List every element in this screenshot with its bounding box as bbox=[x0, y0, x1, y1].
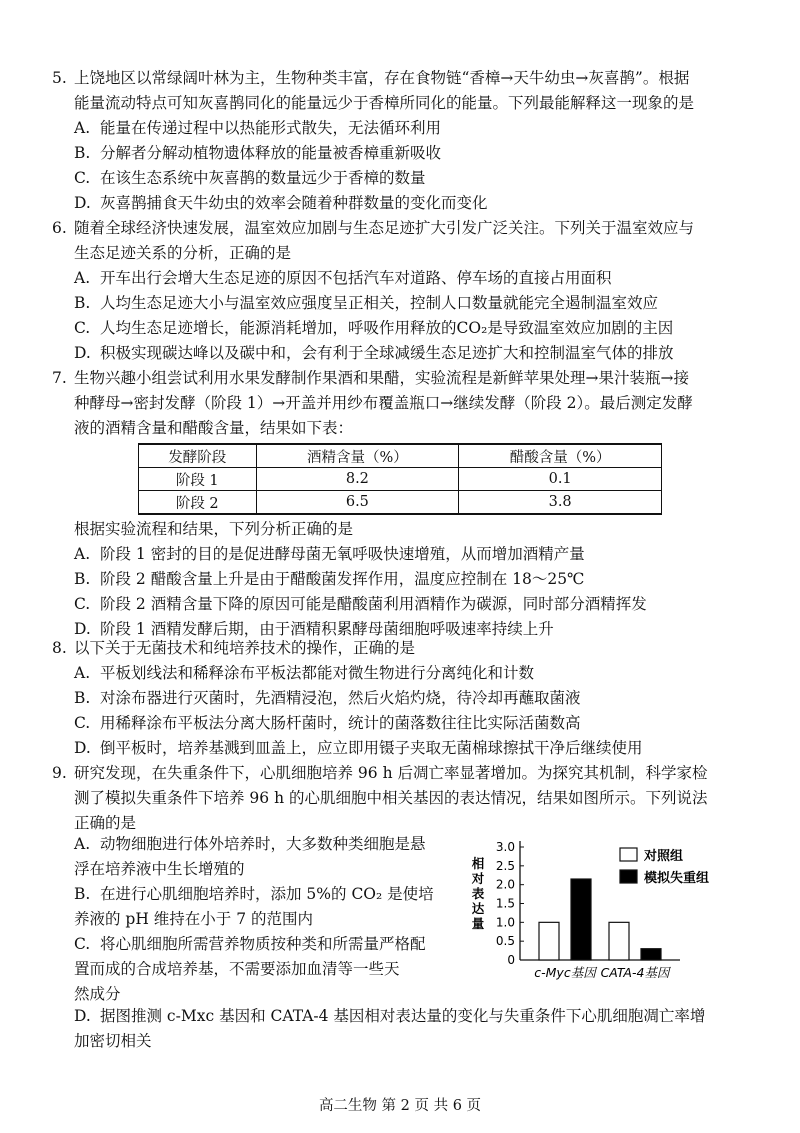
table-header: 发酵阶段 bbox=[139, 444, 257, 468]
table-cell: 6.5 bbox=[256, 491, 459, 515]
option-b: B. 人均生态足迹大小与温室效应强度呈正相关，控制人口数量就能完全遏制温室效应 bbox=[74, 294, 659, 312]
y-axis-label-char: 对 bbox=[471, 871, 485, 886]
option-a-cont: 浮在培养液中生长增殖的 bbox=[74, 860, 245, 878]
question-7-options bbox=[74, 517, 734, 642]
option-c-cont: 然成分 bbox=[74, 985, 121, 1003]
legend-swatch bbox=[620, 848, 637, 861]
question-stem-line: 液的酒精含量和醋酸含量，结果如下表： bbox=[74, 419, 354, 437]
option-c: C. 人均生态足迹增长，能源消耗增加，呼吸作用释放的CO₂是导致温室效应加剧的主因 bbox=[74, 319, 674, 337]
table-cell: 8.2 bbox=[256, 468, 459, 491]
y-tick-label: 2.0 bbox=[495, 877, 515, 892]
option-d-cont: 加密切相关 bbox=[74, 1032, 152, 1050]
option-c: C. 在该生态系统中灰喜鹊的数量远少于香樟的数量 bbox=[74, 169, 426, 187]
question-stem-line: 以下关于无菌技术和纯培养技术的操作，正确的是 bbox=[74, 639, 416, 657]
page-footer: 高二生物 第 2 页 共 6 页 bbox=[318, 1098, 482, 1114]
bar-control bbox=[539, 922, 559, 960]
table-cell: 阶段 2 bbox=[139, 491, 257, 515]
y-axis-label-char: 量 bbox=[471, 916, 485, 931]
option-a: A. 平板划线法和稀释涂布平板法都能对微生物进行分离纯化和计数 bbox=[74, 664, 535, 682]
y-tick-label: 1.5 bbox=[495, 896, 515, 911]
question-7 bbox=[52, 366, 734, 441]
legend-label: 对照组 bbox=[644, 849, 684, 864]
option-b-cont: 养液的 pH 维持在小于 7 的范围内 bbox=[74, 910, 314, 928]
fermentation-table bbox=[138, 443, 662, 515]
question-number: 6. bbox=[52, 219, 67, 237]
question-stem-line: 能量流动特点可知灰喜鹊同化的能量远少于香樟所同化的能量。下列最能解释这一现象的是 bbox=[74, 94, 695, 112]
y-tick-label: 2.5 bbox=[495, 858, 515, 873]
table-cell: 0.1 bbox=[459, 468, 662, 491]
y-axis-label-char: 达 bbox=[471, 901, 485, 916]
y-axis-label-char: 相 bbox=[471, 856, 485, 871]
question-stem-line: 生态足迹关系的分析，正确的是 bbox=[74, 244, 292, 262]
question-stem-line: 测了模拟失重条件下培养 96 h 的心肌细胞中相关基因的表达情况，结果如图所示。下列说法 bbox=[74, 789, 708, 807]
question-5 bbox=[52, 66, 734, 216]
option-c: C. 将心肌细胞所需营养物质按种类和所需量严格配 bbox=[74, 935, 426, 953]
question-number: 8. bbox=[52, 639, 67, 657]
legend-label: 模拟失重组 bbox=[644, 871, 710, 886]
question-9 bbox=[52, 761, 734, 836]
question-stem-line: 种酵母→密封发酵（阶段 1）→开盖并用纱布覆盖瓶口→继续发酵（阶段 2）。最后测定发酵 bbox=[74, 394, 693, 412]
option-a: A. 阶段 1 密封的目的是促进酵母菌无氧呼吸快速增殖，从而增加酒精产量 bbox=[74, 545, 585, 563]
table-header: 醋酸含量（%） bbox=[459, 444, 662, 468]
question-stem-line: 随着全球经济快速发展，温室效应加剧与生态足迹扩大引发广泛关注。下列关于温室效应与 bbox=[74, 219, 695, 237]
question-number: 5. bbox=[52, 69, 67, 87]
option-b: B. 阶段 2 醋酸含量上升是由于醋酸菌发挥作用，温度应控制在 18～25℃ bbox=[74, 570, 585, 588]
y-tick-label: 3.0 bbox=[495, 840, 515, 854]
table-cell: 3.8 bbox=[459, 491, 662, 515]
bar-control bbox=[609, 922, 629, 960]
option-d: D. 灰喜鹊捕食天牛幼虫的效率会随着种群数量的变化而变化 bbox=[74, 194, 488, 212]
option-c: C. 阶段 2 酒精含量下降的原因可能是醋酸菌利用酒精作为碳源，同时部分酒精挥发 bbox=[74, 595, 647, 613]
question-number: 7. bbox=[52, 369, 67, 387]
table-cell: 阶段 1 bbox=[139, 468, 257, 491]
legend-swatch bbox=[620, 870, 637, 883]
option-a: A. 开车出行会增大生态足迹的原因不包括汽车对道路、停车场的直接占用面积 bbox=[74, 269, 612, 287]
table-row bbox=[139, 491, 662, 515]
option-b: B. 在进行心肌细胞培养时，添加 5%的 CO₂ 是使培 bbox=[74, 885, 434, 903]
y-tick-label: 0.5 bbox=[495, 934, 515, 949]
y-tick-label: 0 bbox=[507, 953, 515, 967]
bar-microgravity bbox=[571, 879, 591, 960]
option-c-cont: 置而成的合成培养基，不需要添加血清等一些天 bbox=[74, 960, 400, 978]
table-header: 酒精含量（%） bbox=[256, 444, 459, 468]
option-d: D. 倒平板时，培养基溅到皿盖上，应立即用镊子夹取无菌棉球擦拭干净后继续使用 bbox=[74, 739, 643, 757]
option-b: B. 对涂布器进行灭菌时，先酒精浸泡，然后火焰灼烧，待冷却再蘸取菌液 bbox=[74, 689, 581, 707]
question-8 bbox=[52, 636, 734, 761]
y-axis-label-char: 表 bbox=[471, 886, 485, 901]
y-tick-label: 1.0 bbox=[495, 915, 515, 930]
option-d: D. 据图推测 c-Mxc 基因和 CATA-4 基因相对表达量的变化与失重条件下心肌细胞凋亡率增 bbox=[74, 1007, 706, 1025]
gene-expression-chart bbox=[468, 828, 738, 993]
table-header-row bbox=[139, 444, 662, 468]
x-tick-label: c-Myc基因 bbox=[534, 965, 596, 980]
question-stem-line: 上饶地区以常绿阔叶林为主，生物种类丰富，存在食物链“香樟→天牛幼虫→灰喜鹊”。根据 bbox=[74, 69, 690, 87]
option-d: D. 阶段 1 酒精发酵后期，由于酒精积累酵母菌细胞呼吸速率持续上升 bbox=[74, 620, 554, 638]
bar-microgravity bbox=[641, 949, 661, 960]
option-a: A. 动物细胞进行体外培养时，大多数种类细胞是悬 bbox=[74, 835, 426, 853]
x-tick-label: CATA-4基因 bbox=[600, 965, 670, 980]
option-b: B. 分解者分解动植物遗体释放的能量被香樟重新吸收 bbox=[74, 144, 442, 162]
question-stem-line: 正确的是 bbox=[74, 814, 137, 832]
question-9-option-d bbox=[74, 1004, 734, 1054]
question-number: 9. bbox=[52, 764, 67, 782]
option-a: A. 能量在传递过程中以热能形式散失，无法循环利用 bbox=[74, 119, 442, 137]
question-stem-line: 研究发现，在失重条件下，心肌细胞培养 96 h 后凋亡率显著增加。为探究其机制，科学家检 bbox=[74, 764, 708, 782]
question-6 bbox=[52, 216, 734, 366]
option-c: C. 用稀释涂布平板法分离大肠杆菌时，统计的菌落数往往比实际活菌数高 bbox=[74, 714, 581, 732]
table-row bbox=[139, 468, 662, 491]
option-d: D. 积极实现碳达峰以及碳中和，会有利于全球减缓生态足迹扩大和控制温室气体的排放 bbox=[74, 344, 674, 362]
question-9-options-left bbox=[74, 832, 454, 1007]
question-stem-line: 根据实验流程和结果，下列分析正确的是 bbox=[74, 520, 354, 538]
question-stem-line: 生物兴趣小组尝试利用水果发酵制作果酒和果醋，实验流程是新鲜苹果处理→果汁装瓶→接 bbox=[74, 369, 689, 387]
